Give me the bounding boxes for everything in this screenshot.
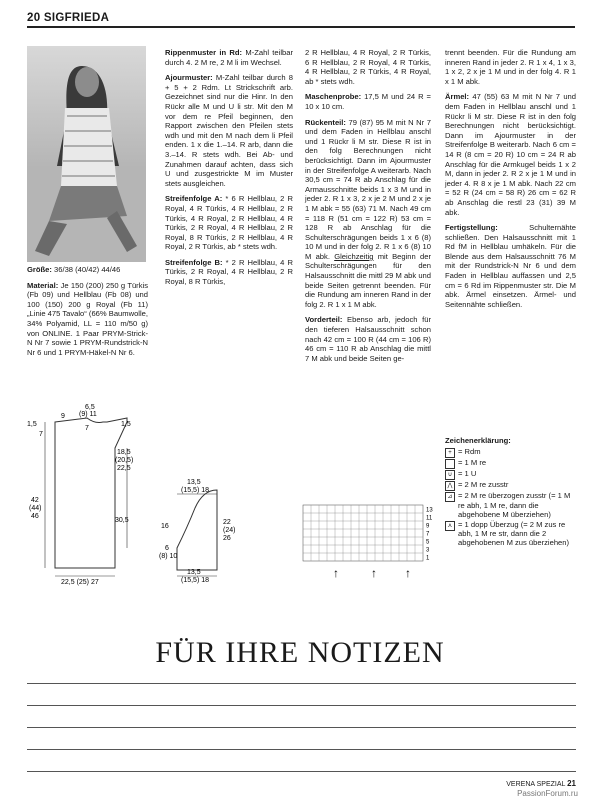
yarn-over-icon: ∪ (445, 470, 455, 480)
chart-row-label: 13 (426, 507, 433, 514)
ssk-icon: ⊿ (445, 492, 455, 502)
sleeve-label: Ärmel: (445, 92, 470, 102)
back-text-2: mit Beginn der Schulterschrägungen für den Halsausschnitt die mittl 29 M abk und beide Seiten getrennt beenden. Für die Rundung am inneren Rand in der folg 2. R 1 x 1 M abk. (305, 251, 431, 309)
size-value: 36/38 (40/42) 44/46 (54, 265, 121, 274)
stitch-chart (303, 505, 435, 583)
ajour-text: M-Zahl teilbar durch 8 + 5 + 2 Rdm. Lt Strickschrift arb. Gezeichnet sind nur die Hinr. In den Rückr alle M und U li str. Mit den M vor dem re Pfeil beginnen, den Rapport zwischen den Pfeilen stets wdh und mit den M nach dem li Pfeil enden. 1 x die 1.–14. R arb, dann die 3.–14. R stets wdh. Bei Ab- und Zunahmen darauf achten, dass sich U und zusgestrickte M im Muster stets ausgleichen. (165, 73, 293, 188)
chart-row-label: 7 (426, 531, 430, 538)
rib-label: Rippenmuster in Rd: (165, 48, 243, 57)
note-line[interactable] (27, 771, 576, 772)
ajour-label: Ajourmuster: (165, 73, 213, 83)
double-decrease-icon: ⋏ (445, 521, 455, 531)
k2tog-icon: ⋀ (445, 481, 455, 491)
dim-len3: 46 (31, 513, 39, 520)
dim-neck2: (9) 11 (79, 411, 97, 418)
sleeve-cuff2: (8) 10 (159, 553, 178, 560)
sleeve-bottom2: (15,5) 18 (181, 577, 210, 584)
legend-item (445, 469, 576, 480)
dim-len: 42 (31, 497, 39, 504)
sleeve-bottom: 13,5 (187, 569, 201, 576)
legend-text: = Rdm (458, 447, 481, 457)
dim-width: 22,5 (25) 27 (61, 579, 99, 586)
dim-nine: 9 (61, 413, 65, 420)
front-text: Ebenso arb, jedoch für den tieferen Halsausschnitt schon nach 42 cm = 100 R (44 cm = 106 R) 46 cm = 110 R ab Anschlag die mittl 7 M abk und beide Seiten ge- (305, 315, 431, 363)
legend-item (445, 447, 576, 458)
model-illustration (27, 46, 146, 262)
garment-schematic (27, 404, 297, 586)
back-text: 79 (87) 95 M mit N Nr 7 und dem Faden in Hellblau anschl und 1 Rückr li M str. Diese R ist in den folg Berechnungen nicht berücksichtigt. Dann im Ajourmuster in der Streifenfolge A weiterarb. Nach 30,5 cm = 74 R ab Anschlag für die Armausschnitte beids 1 x 3 M und in jeder 2. R 1 x 3, 2 x je 2 M und 2 x je 1 M abk = 55 (63) 71 M. Nach 49 cm = 118 R (51 cm = 122 R) 53 cm = 128 R ab Anschlag für die Schulterschrägungen beids 1 x 6 (8) 10 M und in der folg 2. R 1 x 6 (8) 10 M abk. (305, 117, 431, 261)
dim-seven: 7 (39, 431, 43, 438)
finish-text: Schulternähte schließen. Den Halsausschnitt mit 1 Rd fM in Hellblau umhäkeln. Für die Blende aus dem Halsausschnitt 76 M mit der Rundstrick-N Nr 6 und dem Faden in Hellblau auffassen und 2,5 cm = 6 Rd im Rippenmuster str. Die M abk. Ärmel einsetzen. Ärmel- und Seitennähte schließen. (445, 223, 576, 309)
legend-text: = 1 U (458, 469, 477, 479)
page-number: 21 (567, 779, 576, 788)
stripeB-label: Streifenfolge B: (165, 257, 223, 267)
legend-text: = 1 M re (458, 458, 487, 468)
dim-arm3: 22,5 (117, 465, 131, 472)
back-underline: Gleichzeitig (334, 251, 374, 261)
right-arrow-icon: ↑ (333, 566, 339, 580)
gauge-label: Maschenprobe: (305, 92, 362, 102)
legend-title: Zeichenerklärung: (445, 436, 511, 445)
dim-neck: 6,5 (85, 404, 95, 411)
sleeve-top2: (15,5) 18 (181, 487, 210, 494)
rib-text: M-Zahl teilbar durch 4. 2 M re, 2 M li im Wechsel. (165, 48, 293, 67)
note-line[interactable] (27, 683, 576, 684)
sleeve-finish-column (445, 48, 576, 315)
dim-seven2: 7 (85, 425, 89, 432)
chart-row-label: 9 (426, 523, 430, 530)
left-arrow-icon: ↑ (405, 566, 411, 580)
legend-item (445, 480, 576, 491)
note-line[interactable] (27, 705, 576, 706)
watermark: PassionForum.ru (517, 789, 578, 798)
chart-legend (445, 436, 576, 548)
size-material-column (27, 265, 148, 363)
chart-row-label: 5 (426, 539, 430, 546)
sleeve-text: 47 (55) 63 M mit N Nr 7 und dem Faden in Hellblau anschl und 1 Rückr li M str. Diese R ist in den folg Berechnungen nicht berücksichtigt. Dann im Ajourmuster in der Streifenfolge B weiterarb. Nach 6 cm = 14 R (8 cm = 20 R) 10 cm = 24 R ab Anschlag für die Armkugel beids 1 x 2 M, dann in jeder 2. R 2 x je 1 M und in jeder 4. R 8 x je 1 M abk. Nach 22 cm = 52 R (24 cm = 58 R) 26 cm = 62 R ab Anschlag die restl 23 (31) 39 M abk. (445, 92, 576, 217)
page-title: 20 SIGFRIEDA (27, 12, 110, 24)
legend-text: = 2 M re zusstr (458, 480, 509, 490)
page-footer (506, 779, 576, 788)
back-front-column (305, 48, 431, 369)
legend-text: = 2 M re überzogen zusstr (= 1 M re abh, 1 M re, dann die abgehobene M überziehen) (458, 491, 571, 520)
gauge-text: 17,5 M und 24 R = 10 x 10 cm. (305, 92, 431, 111)
chart-row-label: 11 (426, 515, 433, 522)
edge-stitch-icon: + (445, 448, 455, 458)
magazine-name: VERENA SPEZIAL (506, 781, 566, 788)
legend-item (445, 520, 576, 548)
finish-label: Fertigstellung: (445, 223, 498, 233)
dim-arm2: (20,5) (115, 457, 134, 464)
dim-right: 1,5 (121, 421, 131, 428)
size-label: Größe: (27, 265, 52, 274)
chart-row-label: 1 (426, 555, 430, 562)
front-continued: trennt beenden. Für die Rundung am inneren Rand in jeder 2. R 1 x 4, 1 x 3, 1 x 2, 2 x je 1 M und in der folg 4. R 1 x 1 M abk. (445, 48, 576, 86)
stripeA-text: * 6 R Hellblau, 2 R Royal, 4 R Türkis, 4 R Hellblau, 2 R Türkis, 4 R Royal, 2 R Hellblau, 4 R Türkis, 2 R Royal, 4 R Hellblau, 2 R Royal, 8 R Türkis, 2 R Hellblau, 4 R Royal, 2 R Türkis, ab * stets wdh. (165, 194, 293, 252)
dim-side: 30,5 (115, 517, 129, 524)
note-line[interactable] (27, 727, 576, 728)
dim-len2: (44) (29, 505, 42, 512)
legend-item (445, 491, 576, 519)
note-line[interactable] (27, 749, 576, 750)
legend-text: = 1 dopp Überzug (= 2 M zus re abh, 1 M re str, dann die 2 abgehobenen M zus überziehen) (458, 519, 570, 548)
front-label: Vorderteil: (305, 315, 343, 325)
material-text: Je 150 (200) 250 g Türkis (Fb 09) und Hellblau (Fb 08) und 100 (150) 200 g Royal (Fb 11) „Linie 475 Tavalo“ (66% Baumwolle, 34% Polyamid, LL = 110 m/50 g) von ONLINE. 1 Paar PRYM-Strick-N Nr 7 sowie 1 PRYM-Rundstrick-N Nr 6 und 1 PRYM-Häkel-N Nr 6. (27, 280, 149, 357)
knit-stitch-icon (445, 459, 455, 469)
pattern-column (165, 48, 293, 293)
sleeve-cap2: (24) (223, 527, 236, 534)
dim-arm: 18,5 (117, 449, 131, 456)
chart-row-label: 3 (426, 547, 430, 554)
sleeve-cap: 22 (223, 519, 231, 526)
legend-item (445, 458, 576, 469)
sleeve-top: 13,5 (187, 479, 201, 486)
dim-left: 1,5 (27, 421, 37, 428)
stripeB-continued: 2 R Hellblau, 4 R Royal, 2 R Türkis, 6 R Hellblau, 2 R Royal, 4 R Türkis, 4 R Hellblau, 2 R Türkis, 4 R Royal, ab * stets wdh. (305, 48, 431, 86)
material-label: Material: (27, 280, 59, 290)
repeat-arrow-icon: ↑ (371, 566, 377, 580)
stripeB-text: * 2 R Hellblau, 4 R Türkis, 2 R Royal, 4 R Hellblau, 2 R Royal, 8 R Türkis, (165, 257, 293, 287)
model-photo (27, 46, 146, 262)
title-rule (27, 26, 575, 28)
notes-title: FÜR IHRE NOTIZEN (155, 636, 445, 669)
back-label: Rückenteil: (305, 117, 346, 127)
stripeA-label: Streifenfolge A: (165, 194, 223, 204)
sleeve-cuff: 6 (165, 545, 169, 552)
sleeve-cap3: 26 (223, 535, 231, 542)
sleeve-h: 16 (161, 523, 169, 530)
